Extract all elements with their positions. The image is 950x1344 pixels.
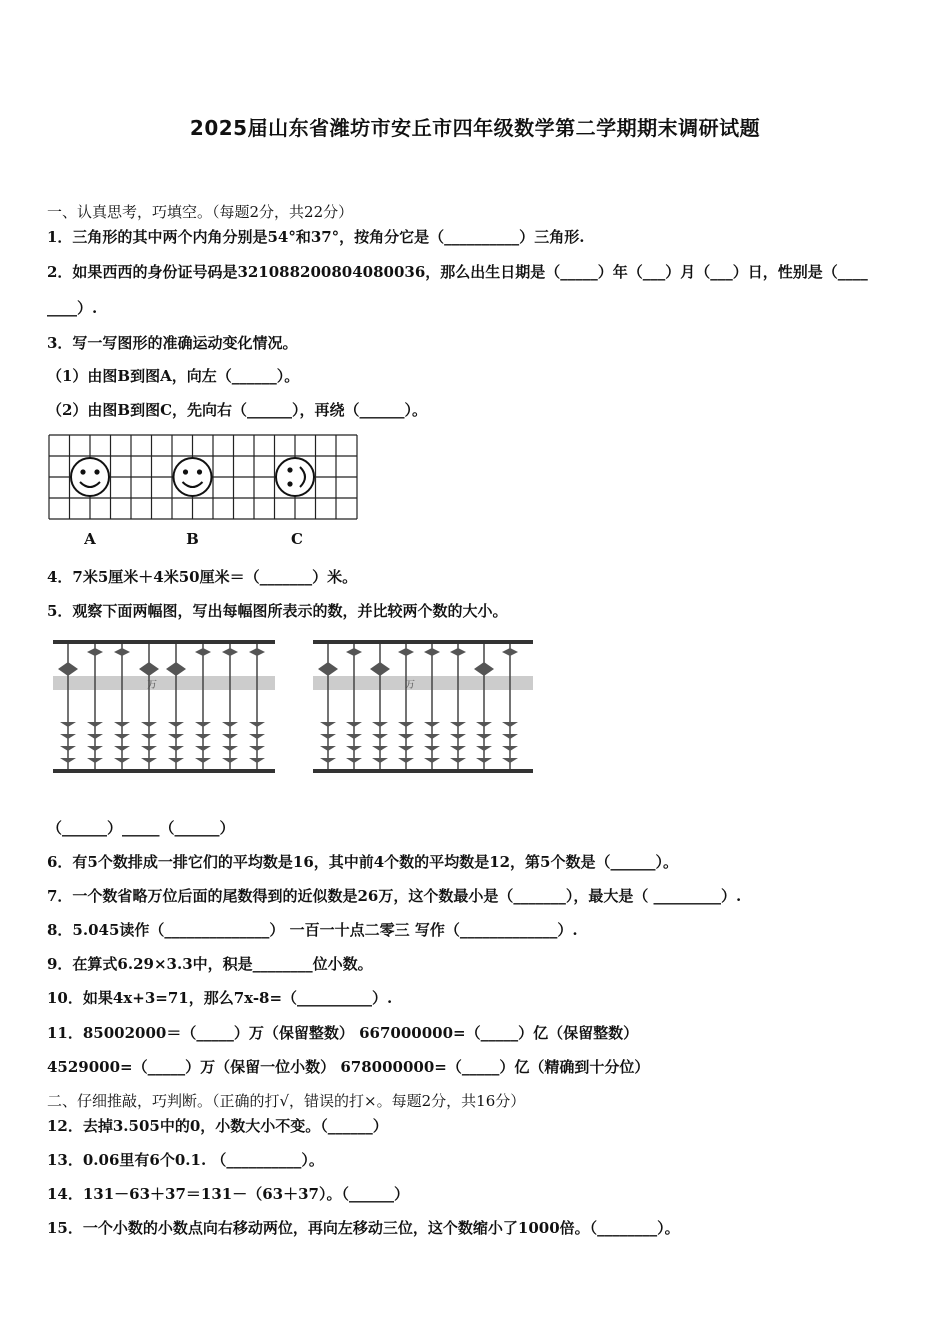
page-title: 2025届山东省潍坊市安丘市四年级数学第二学期期末调研试题 (189, 116, 761, 140)
abacus-right (310, 638, 536, 780)
abacus-right-unit: 万 (405, 680, 415, 691)
section-1-heading: 一、认真思考，巧填空。（每题2分，共22分） (47, 203, 354, 221)
question-2-line-1: 2．如果西西的身份证号码是321088200804080036，那么出生日期是（_____）年（___）月（___）日，性别是（____ (47, 263, 868, 281)
question-3-part-2: （2）由图B到图C，先向右（______），再绕（______）。 (47, 401, 428, 419)
question-6: 6．有5个数排成一排它们的平均数是16，其中前4个数的平均数是12，第5个数是（______）。 (47, 853, 678, 871)
question-8: 8．5.045读作（______________） 一百一十点二零三 写作（_____________）. (47, 921, 578, 939)
question-11-line-2: 4529000=（_____）万（保留一位小数） 678000000=（_____）亿（精确到十分位） (47, 1058, 650, 1076)
question-3: 3．写一写图形的准确运动变化情况。 (47, 334, 298, 352)
grid-label-c: C (291, 530, 303, 548)
question-15: 15．一个小数的小数点向右移动两位，再向左移动三位，这个数缩小了1000倍。（________）。 (47, 1219, 680, 1237)
question-5-answer: （______）_____（______） (47, 819, 235, 837)
section-2-heading: 二、仔细推敲，巧判断。（正确的打√，错误的打×。每题2分，共16分） (47, 1092, 526, 1110)
question-12: 12．去掉3.505中的0，小数大小不变。（______） (47, 1117, 388, 1135)
face-a (71, 458, 109, 496)
grid-label-b: B (186, 530, 199, 548)
question-9: 9．在算式6.29×3.3中，积是________位小数。 (47, 955, 373, 973)
face-b (174, 458, 212, 496)
abacus-left (50, 638, 280, 780)
grid-figure (47, 432, 362, 557)
question-7: 7．一个数省略万位后面的尾数得到的近似数是26万，这个数最小是（_______），最大是（ _________）. (47, 887, 742, 905)
question-2-line-2: ____）. (47, 299, 98, 317)
abacus-left-unit: 万 (147, 680, 157, 691)
question-4: 4．7米5厘米＋4米50厘米＝（_______）米。 (47, 568, 358, 586)
question-1: 1．三角形的其中两个内角分别是54°和37°，按角分它是（__________）三角形. (47, 228, 585, 246)
question-11-line-1: 11．85002000＝（_____）万（保留整数） 667000000=（_____）亿（保留整数） (47, 1024, 639, 1042)
question-5: 5．观察下面两幅图，写出每幅图所表示的数，并比较两个数的大小。 (47, 602, 508, 620)
question-10: 10．如果4x+3=71，那么7x-8=（__________）. (47, 989, 393, 1007)
question-14: 14．131－63＋37＝131－（63＋37）。（______） (47, 1185, 409, 1203)
question-13: 13．0.06里有6个0.1. （__________）。 (47, 1151, 324, 1169)
grid-label-a: A (84, 530, 96, 548)
question-3-part-1: （1）由图B到图A，向左（______）。 (47, 367, 300, 385)
face-c (276, 458, 314, 496)
